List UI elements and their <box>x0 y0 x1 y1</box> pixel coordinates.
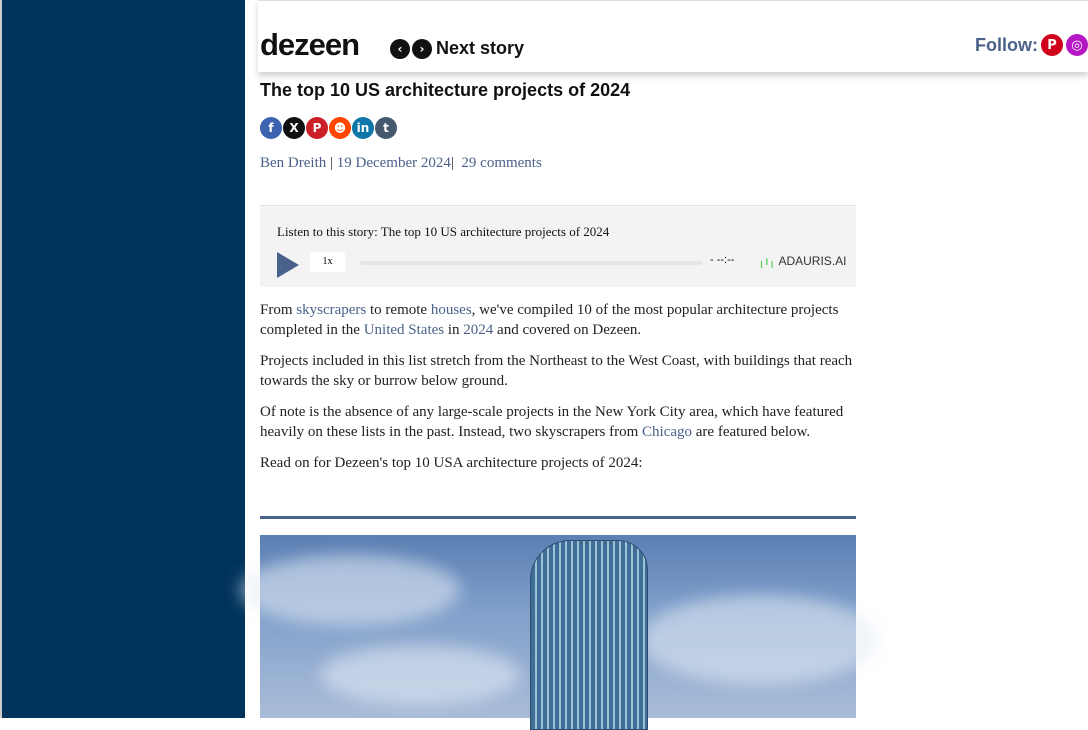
play-icon[interactable] <box>277 252 299 278</box>
facebook-icon[interactable]: f <box>260 117 282 139</box>
link-skyscrapers[interactable]: skyscrapers <box>296 302 367 318</box>
next-story-link[interactable]: Next story <box>436 38 525 58</box>
paragraph: From skyscrapers to remote houses, we've compiled 10 of the most popular architecture projects completed in the United States in 2024 and covered on Dezeen. <box>260 302 839 338</box>
sidebar-panel <box>0 0 245 718</box>
brand-label: ADAURIS.AI <box>778 254 847 268</box>
progress-track[interactable] <box>360 261 702 265</box>
pinterest-icon[interactable]: P <box>306 117 328 139</box>
waveform-icon: ╷ı╷ <box>758 254 776 268</box>
chevron-left-icon[interactable]: ‹ <box>390 39 410 59</box>
follow-bar <box>975 34 1088 56</box>
date: 19 December 2024 <box>336 155 451 171</box>
player-title: Listen to this story: The top 10 US architecture projects of 2024 <box>277 224 610 239</box>
link-houses[interactable]: houses <box>430 302 472 318</box>
speed-button[interactable]: 1x <box>310 252 345 272</box>
paragraph: Projects included in this list stretch from the Northeast to the West Coast, with buildings that reach towards the sky or burrow below ground. <box>260 353 853 389</box>
article-body <box>260 300 860 484</box>
instagram-icon[interactable]: ◎ <box>1066 34 1088 56</box>
skyscraper-photo <box>260 535 856 718</box>
dezeen-logo[interactable]: dezeen <box>260 27 360 62</box>
tumblr-icon[interactable]: t <box>375 117 397 139</box>
pinterest-icon[interactable]: P <box>1041 34 1063 56</box>
adauris-brand[interactable] <box>758 254 846 268</box>
time-readout: - --:-- <box>710 254 735 266</box>
paragraph: Read on for Dezeen's top 10 USA architecture projects of 2024: <box>260 455 643 471</box>
link-united-states[interactable]: United States <box>363 322 445 338</box>
audio-player <box>260 205 856 287</box>
author-link[interactable]: Ben Dreith <box>260 155 327 171</box>
link-chicago[interactable]: Chicago <box>642 424 693 440</box>
tower <box>530 540 648 730</box>
share-buttons <box>260 117 397 139</box>
story-nav <box>390 38 524 59</box>
article-title: The top 10 US architecture projects of 2024 <box>260 80 631 100</box>
linkedin-icon[interactable]: in <box>352 117 374 139</box>
byline: Ben Dreith | 19 December 2024| 29 comments <box>260 155 542 171</box>
link-2024[interactable]: 2024 <box>463 322 494 338</box>
follow-label: Follow: <box>975 34 1038 55</box>
reddit-icon[interactable]: ☻ <box>329 117 351 139</box>
paragraph: Of note is the absence of any large-scale projects in the New York City area, which have featured heavily on these lists in the past. Instead, two skyscrapers from Chicago are featured below. <box>260 404 844 440</box>
x-icon[interactable]: X <box>283 117 305 139</box>
divider <box>260 516 856 519</box>
comments-link[interactable]: 29 comments <box>461 155 542 171</box>
chevron-right-icon[interactable]: › <box>412 39 432 59</box>
site-header <box>258 0 1088 72</box>
